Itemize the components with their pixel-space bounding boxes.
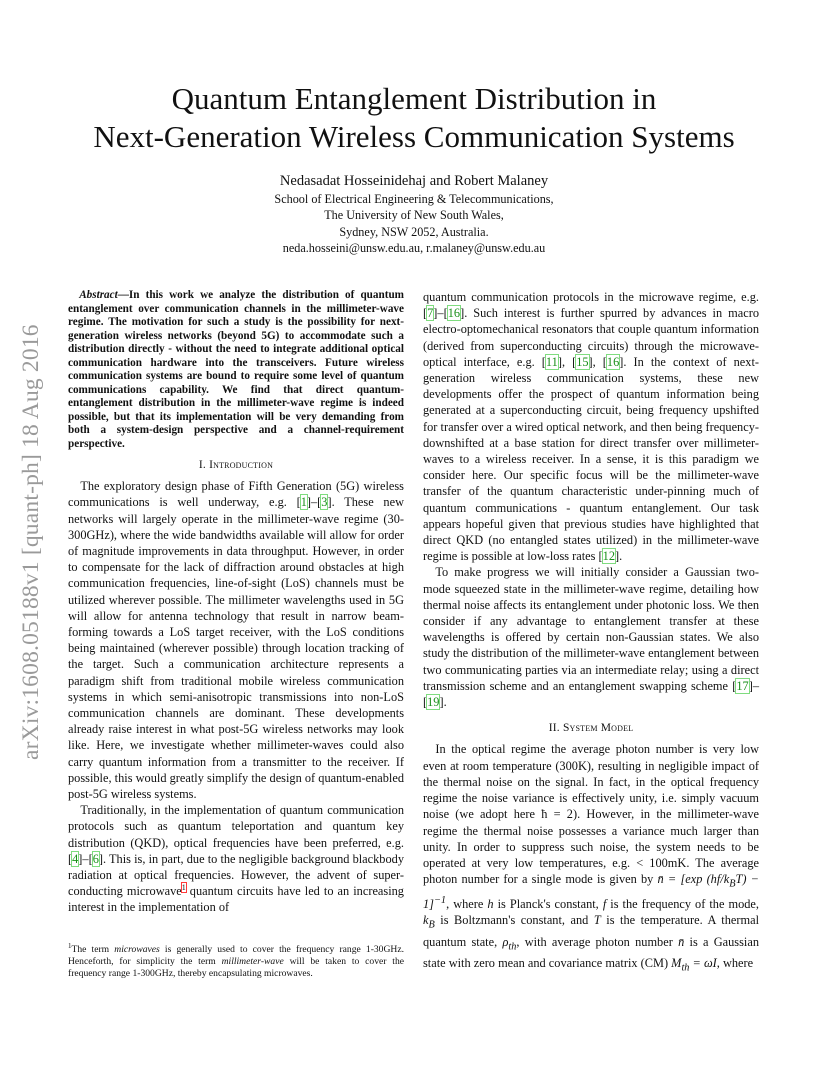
abstract-dash: —	[117, 289, 129, 301]
text-run: –	[752, 678, 759, 693]
paragraph-intro-1	[68, 478, 404, 802]
math-part: = ωI	[689, 956, 717, 971]
citation-link[interactable]: 7	[427, 306, 434, 321]
text-run: is Planck's constant,	[493, 896, 603, 911]
math-inline: T	[593, 913, 601, 928]
text-run: The exploratory design phase of Fifth Generation (5G) wireless communications is well underway, e.g.	[68, 479, 404, 510]
text-run: is Boltzmann's constant, and	[434, 913, 594, 928]
abstract-text: In this work we analyze the distribution of quantum entanglement over communication channels in the millimeter-wave regime. The motivation for such a study is the possibility for next-generation wireless networks (beyond 5G) to accommodate such a distribution directly - without the need to integrate additional optical communication hardware into the transceivers. Future wireless communication systems are bound to require some level of quantum communications capability. We find that direct quantum-entanglement distribution in the millimeter-wave regime is indeed possible, but that its implementation will be very demanding from both a system-design perspective and a channel-requirement perspective.	[68, 289, 404, 450]
math-superscript: −1	[433, 894, 447, 906]
text-run: quantum communication protocols in the microwave regime, e.g.	[423, 290, 759, 304]
text-run: ,	[592, 354, 603, 369]
author-emails: neda.hosseini@unsw.edu.au, r.malaney@unsw.edu.au	[282, 240, 546, 255]
text-run: –	[311, 495, 318, 510]
citation-link[interactable]: 15	[576, 354, 589, 369]
affiliation-address: Sydney, NSW 2052, Australia.	[339, 224, 489, 239]
citation-link[interactable]: 1	[300, 495, 307, 510]
math-inline: n̄	[678, 934, 685, 949]
citation-link[interactable]: 6	[92, 851, 99, 866]
text-run: The term	[71, 944, 115, 955]
text-run: In the optical regime the average photon number is very low even at room temperature (300K), resulting in negligible impact of the thermal noise on the signal. In fact, in the optical frequency regime the noise variance is effectively unity, i.e. simply vacuum noise (we adopt here ħ = 2). However, in the millimeter-wave regime the thermal noise possesses a variance much larger than unity. In order to suppress such noise, the system needs to be operated at very low temperatures, e.g. < 100mK. The average photon number for a single mode is given by	[423, 742, 759, 887]
math-subscript: B	[729, 878, 736, 890]
text-run: . This is, in part, due to the negligible background blackbody radiation at optical frequencies. However, the advent of super-conducting microwave	[68, 851, 404, 899]
text-run: is generally used to cover the frequency range 1-30GHz. Henceforth, for simplicity the term	[68, 944, 404, 967]
text-run: –	[437, 306, 444, 321]
text-run: is the frequency of the mode,	[606, 896, 759, 911]
citation-link[interactable]: 17	[736, 678, 749, 693]
footnote	[68, 941, 405, 980]
text-run: is the temperature. A thermal quantum state,	[423, 913, 759, 949]
affiliation-school: School of Electrical Engineering & Telecommunications,	[274, 192, 554, 206]
footnote-mark: 1	[68, 941, 72, 950]
math-part: M	[671, 956, 682, 971]
text-run: . Such interest is further spurred by advances in macro electro-optomechanical resonators that couple quantum information (derived from superconducting circuits) through the microwave-optical interface, e.g.	[423, 306, 759, 369]
section-number: I.	[198, 459, 206, 471]
paper-title	[0, 80, 828, 156]
paragraph-system-model-1	[423, 741, 759, 977]
text-run: , where	[446, 896, 488, 911]
abstract	[68, 289, 404, 451]
math-inline: f	[602, 896, 607, 911]
section-name: System Model	[562, 722, 634, 735]
text-run: .	[619, 549, 623, 564]
left-column	[68, 289, 404, 916]
math-subscript: B	[428, 919, 435, 931]
text-run: quantum circuits have led to an increasing interest in the implementation of	[68, 884, 404, 915]
text-run: . In the context of next-generation wireless communication systems, these new developments offer the prospect of quantum information being generated at a superconducting circuit, being frequency upshifted for transfer over a wired optical network, and then being frequency-downshifted at a base station for direct transfer over millimeter-waves to a wireless receiver. In a sense, it is this paradigm we consider here. Our specific focus will be the millimeter-wave transfer of the quantum characteristic under-pinning much of quantum communications - quantum entanglement. Our task appears hopeful given that previous studies have highlighted that direct QKD (no entangled states utilized) in the millimeter-wave regime is possible at low-loss rates	[423, 354, 759, 564]
title-line-1: Quantum Entanglement Distribution in	[171, 81, 657, 116]
paragraph-intro-3	[423, 289, 759, 564]
citation-link[interactable]: 4	[72, 851, 79, 866]
section-heading-introduction	[68, 457, 404, 473]
citation-link[interactable]: 16	[606, 354, 620, 369]
text-run: is a Gaussian state with zero mean and covariance matrix (CM)	[423, 934, 759, 971]
math-inline	[502, 934, 517, 953]
math-part: n̄ = [exp (hf/k	[657, 872, 730, 887]
abstract-label: Abstract	[79, 289, 118, 301]
citation-link[interactable]: 12	[602, 549, 615, 564]
math-subscript: th	[681, 962, 690, 974]
right-column	[423, 289, 759, 977]
citation-link[interactable]: 11	[545, 354, 558, 369]
math-inline	[423, 913, 435, 931]
text-run: will be taken to cover the frequency range 1-300GHz, thereby encapsulating microwaves.	[68, 956, 405, 979]
paragraph-intro-4	[423, 564, 759, 710]
math-inline: h	[487, 896, 494, 911]
arxiv-stamp[interactable]: arXiv:1608.05188v1 [quant-ph] 18 Aug 2016	[18, 324, 44, 760]
text-run: microwaves	[114, 944, 160, 955]
citation-link[interactable]: 3	[321, 495, 328, 510]
math-part: T) − 1]	[423, 872, 759, 911]
math-part: ρ	[502, 934, 509, 949]
title-line-2: Next-Generation Wireless Communication Systems	[93, 119, 735, 154]
text-run: ,	[561, 354, 573, 369]
text-run: millimeter-wave	[221, 956, 284, 967]
section-name: Introduction	[209, 459, 274, 471]
affiliation	[0, 191, 828, 256]
authors: Nedasadat Hosseinidehaj and Robert Malaney	[279, 173, 549, 189]
footnote-link[interactable]: 1	[181, 883, 186, 893]
text-run: –	[82, 851, 89, 866]
section-heading-system-model	[423, 720, 759, 736]
text-run: .	[443, 695, 447, 710]
citation-link[interactable]: 19	[427, 695, 440, 710]
text-run: Traditionally, in the implementation of quantum communication protocols such as quantum teleportation and quantum key distribution (QKD), optical frequencies have been preferred, e.g.	[68, 803, 404, 850]
text-run: To make progress we will initially consider a Gaussian two-mode squeezed state in the millimeter-wave regime, detailing how thermal noise affects its entanglement under photonic loss. We then consider if any advantage to entanglement transfer at these wavelengths is offered by certain non-Gaussian states. We also study the distribution of the millimeter-wave entanglement between two communicating parties via an intermediate relay; using a direct transmission scheme and an entanglement swapping scheme	[423, 565, 759, 693]
citation-link[interactable]: 16	[447, 306, 461, 321]
text-run: . These new networks will largely operate in the millimeter-wave regime (30-300GHz), where the wide bandwidths available will allow for order of magnitude improvements in data throughput. However, in order to compensate for the lack of diffraction around obstacles at high communication frequencies, line-of-sight (LoS) channels must be utilized wherever possible. The millimeter wavelengths used in 5G will allow for antenna technology that result in narrow beam-forming towards a LoS target receiver, with the LoS conditions being maintained (wherever possible) through location tracking of the target. Such a communication architecture represents a paradigm shift from traditional mobile wireless communication systems in which semi-anisotropic transmissions into non-LoS communication channels are dominant. These developments already raise interest in what post-5G wireless networks may look like. Here, we investigate whether millimeter-waves could also carry quantum information from a transmitter to the receiver. If possible, this would greatly simplify the design of quantum-enabled post-5G wireless systems.	[68, 495, 404, 802]
math-part: k	[423, 913, 429, 928]
paragraph-intro-2	[68, 802, 404, 915]
math-subscript: th	[508, 941, 517, 953]
text-run: , with average photon number	[516, 934, 679, 949]
affiliation-university: The University of New South Wales,	[324, 208, 504, 223]
section-number: II.	[548, 722, 560, 735]
text-run: , where	[716, 956, 754, 971]
math-inline	[671, 956, 717, 974]
